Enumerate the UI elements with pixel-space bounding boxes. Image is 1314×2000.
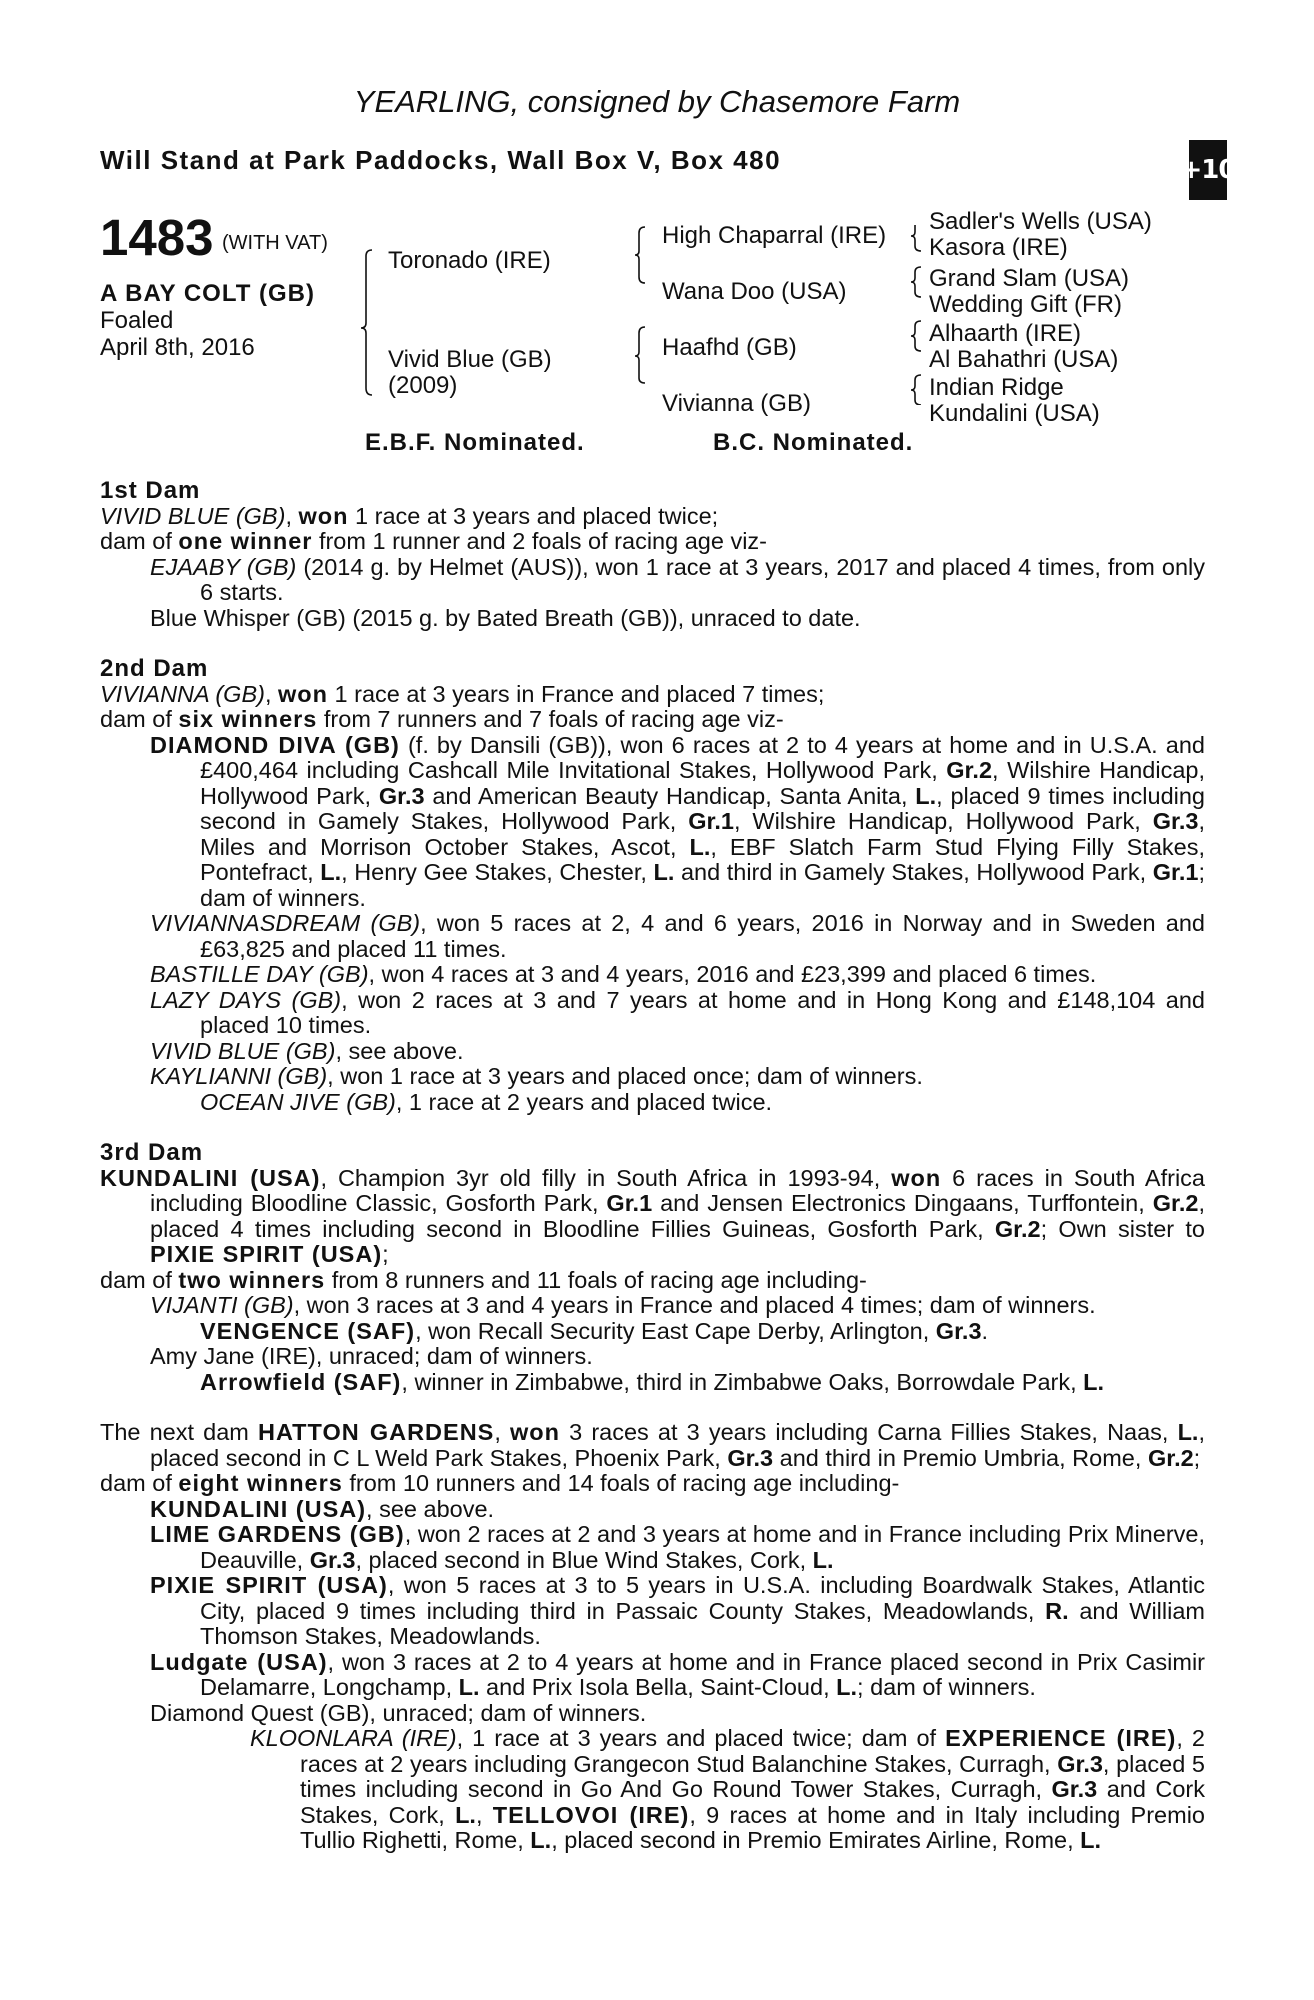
produce-diamond-quest: Diamond Quest (GB), unraced; dam of winners. (150, 1699, 647, 1726)
dd-sire: Indian Ridge (929, 374, 1064, 401)
third-dam-heading: 3rd Dam (100, 1139, 204, 1166)
third-dam-produce-line: dam of two winners from 8 runners and 11 foals of racing age including- (100, 1266, 867, 1293)
sd-dam: Wedding Gift (FR) (929, 291, 1122, 318)
foaled-date: April 8th, 2016 (100, 334, 255, 361)
stable-location: Will Stand at Park Paddocks, Wall Box V, Box 480 (100, 145, 782, 175)
produce-vivid-blue: VIVID BLUE (GB), see above. (150, 1037, 464, 1064)
lot-number: 1483 (100, 209, 214, 266)
produce-blue-whisper: Blue Whisper (GB) (2015 g. by Bated Breath (GB)), unraced to date. (150, 604, 861, 631)
produce-ocean-jive: OCEAN JIVE (GB), 1 race at 2 years and placed twice. (200, 1088, 773, 1115)
second-dam-heading: 2nd Dam (100, 655, 209, 682)
produce-lazy-days: LAZY DAYS (GB), won 2 races at 3 and 7 years at home and in Hong Kong and £148,104 and placed 10 times. (150, 986, 1205, 1038)
produce-pixie-spirit: PIXIE SPIRIT (USA), won 5 races at 3 to 5 years in U.S.A. including Boardwalk Stakes, Atlantic City, placed 9 times including third in Passaic County Stakes, Meadowlands, R. and William Thomson Stakes, Meadowlands. (150, 1572, 1206, 1649)
sire-sire: High Chaparral (IRE) (662, 222, 887, 249)
foaled-label: Foaled (100, 307, 174, 334)
ss-dam: Kasora (IRE) (929, 234, 1068, 261)
produce-kaylianni: KAYLIANNI (GB), won 1 race at 3 years and placed once; dam of winners. (150, 1063, 923, 1089)
first-dam-line: VIVID BLUE (GB), won 1 race at 3 years and placed twice; (100, 502, 719, 529)
ds-dam: Al Bahathri (USA) (929, 346, 1119, 373)
produce-lime-gardens: LIME GARDENS (GB), won 2 races at 2 and 3 years at home and in France including Prix Minerve, Deauville, Gr.3, placed second in Blue Wind Stakes, Cork, L. (150, 1521, 1205, 1573)
lot-description: A BAY COLT (GB) (100, 280, 316, 307)
second-dam-line: VIVIANNA (GB), won 1 race at 3 years in France and placed 7 times; (100, 680, 825, 707)
produce-amy-jane: Amy Jane (IRE), unraced; dam of winners. (150, 1343, 593, 1369)
produce-kloonlara: KLOONLARA (IRE), 1 race at 3 years and placed twice; dam of EXPERIENCE (IRE), 2 races at 2 years including Grangecon Stud Balanchine Stakes, Curragh, Gr.3, placed 5 times including second in Go And Go Round Tower Stakes, Curragh, Gr.3 and Cork Stakes, Cork, L., TELLOVOI (IRE), 9 races at home and in Italy including Premio Tullio Righetti, Rome, L., placed second in Premio Emirates Airline, Rome, L. (250, 1725, 1206, 1853)
next-dam-produce-line: dam of eight winners from 10 runners and 14 foals of racing age including- (100, 1470, 900, 1496)
produce-ejaaby: EJAABY (GB) (2014 g. by Helmet (AUS)), won 1 race at 3 years, 2017 and placed 4 times, from only 6 starts. (150, 553, 1205, 605)
first-dam-heading: 1st Dam (100, 477, 201, 504)
bc-nomination: B.C. Nominated. (713, 429, 914, 456)
consignor-heading: YEARLING, consigned by Chasemore Farm (353, 84, 961, 119)
dam-sire: Haafhd (GB) (662, 334, 797, 361)
dam-year: (2009) (388, 372, 458, 399)
second-dam-produce-line: dam of six winners from 7 runners and 7 foals of racing age viz- (100, 706, 784, 732)
ebf-nomination: E.B.F. Nominated. (365, 429, 585, 456)
ds-sire: Alhaarth (IRE) (929, 320, 1082, 347)
vat-note: (WITH VAT) (222, 232, 328, 254)
ten-logo-icon: +10 (1189, 140, 1227, 200)
third-dam-line: KUNDALINI (USA), Champion 3yr old filly in South Africa in 1993-94, won 6 races in South Africa including Bloodline Classic, Gosforth Park, Gr.1 and Jensen Electronics Dingaans, Turffontein, Gr.2, placed 4 times including second in Bloodline Fillies Guineas, Gosforth Park, Gr.2; Own sister to PIXIE SPIRIT (USA); (100, 1164, 1205, 1267)
produce-diamond-diva: DIAMOND DIVA (GB) (f. by Dansili (GB)), won 6 races at 2 to 4 years at home and in U.S.A. and £400,464 including Cashcall Mile Invitational Stakes, Hollywood Park, Gr.2, Wilshire Handicap, Hollywood Park, Gr.3 and American Beauty Handicap, Santa Anita, L., placed 9 times including second in Gamely Stakes, Hollywood Park, Gr.1, Wilshire Handicap, Hollywood Park, Gr.3, Miles and Morrison October Stakes, Ascot, L., EBF Slatch Farm Stud Flying Filly Stakes, Pontefract, L., Henry Gee Stakes, Chester, L. and third in Gamely Stakes, Hollywood Park, Gr.1; dam of winners. (150, 731, 1206, 911)
first-dam-produce-line: dam of one winner from 1 runner and 2 foals of racing age viz- (100, 528, 767, 554)
next-dam-line: The next dam HATTON GARDENS, won 3 races at 3 years including Carna Fillies Stakes, Naas, L., placed second in C L Weld Park Stakes, Phoenix Park, Gr.3 and third in Premio Umbria, Rome, Gr.2; (100, 1419, 1205, 1471)
produce-arrowfield: Arrowfield (SAF), winner in Zimbabwe, third in Zimbabwe Oaks, Borrowdale Park, L. (200, 1368, 1105, 1395)
dam-name: Vivid Blue (GB) (388, 346, 552, 373)
produce-viviannasdream: VIVIANNASDREAM (GB), won 5 races at 2, 4 and 6 years, 2016 in Norway and in Sweden and £63,825 and placed 11 times. (150, 910, 1205, 962)
produce-record (100, 478, 1205, 1854)
sire-dam: Wana Doo (USA) (662, 278, 847, 305)
produce-vijanti: VIJANTI (GB), won 3 races at 3 and 4 years in France and placed 4 times; dam of winners. (150, 1292, 1096, 1318)
produce-kundalini: KUNDALINI (USA), see above. (150, 1495, 495, 1522)
sire-name: Toronado (IRE) (388, 247, 551, 274)
dd-dam: Kundalini (USA) (929, 400, 1100, 427)
produce-bastille-day: BASTILLE DAY (GB), won 4 races at 3 and 4 years, 2016 and £23,399 and placed 6 times. (150, 961, 1097, 987)
sd-sire: Grand Slam (USA) (929, 265, 1130, 292)
ss-sire: Sadler's Wells (USA) (929, 208, 1152, 235)
produce-ludgate: Ludgate (USA), won 3 races at 2 to 4 years at home and in France placed second in Prix Casimir Delamarre, Longchamp, L. and Prix Isola Bella, Saint-Cloud, L.; dam of winners. (150, 1648, 1205, 1700)
produce-vengence: VENGENCE (SAF), won Recall Security East Cape Derby, Arlington, Gr.3. (200, 1317, 989, 1344)
dam-dam: Vivianna (GB) (662, 390, 811, 417)
